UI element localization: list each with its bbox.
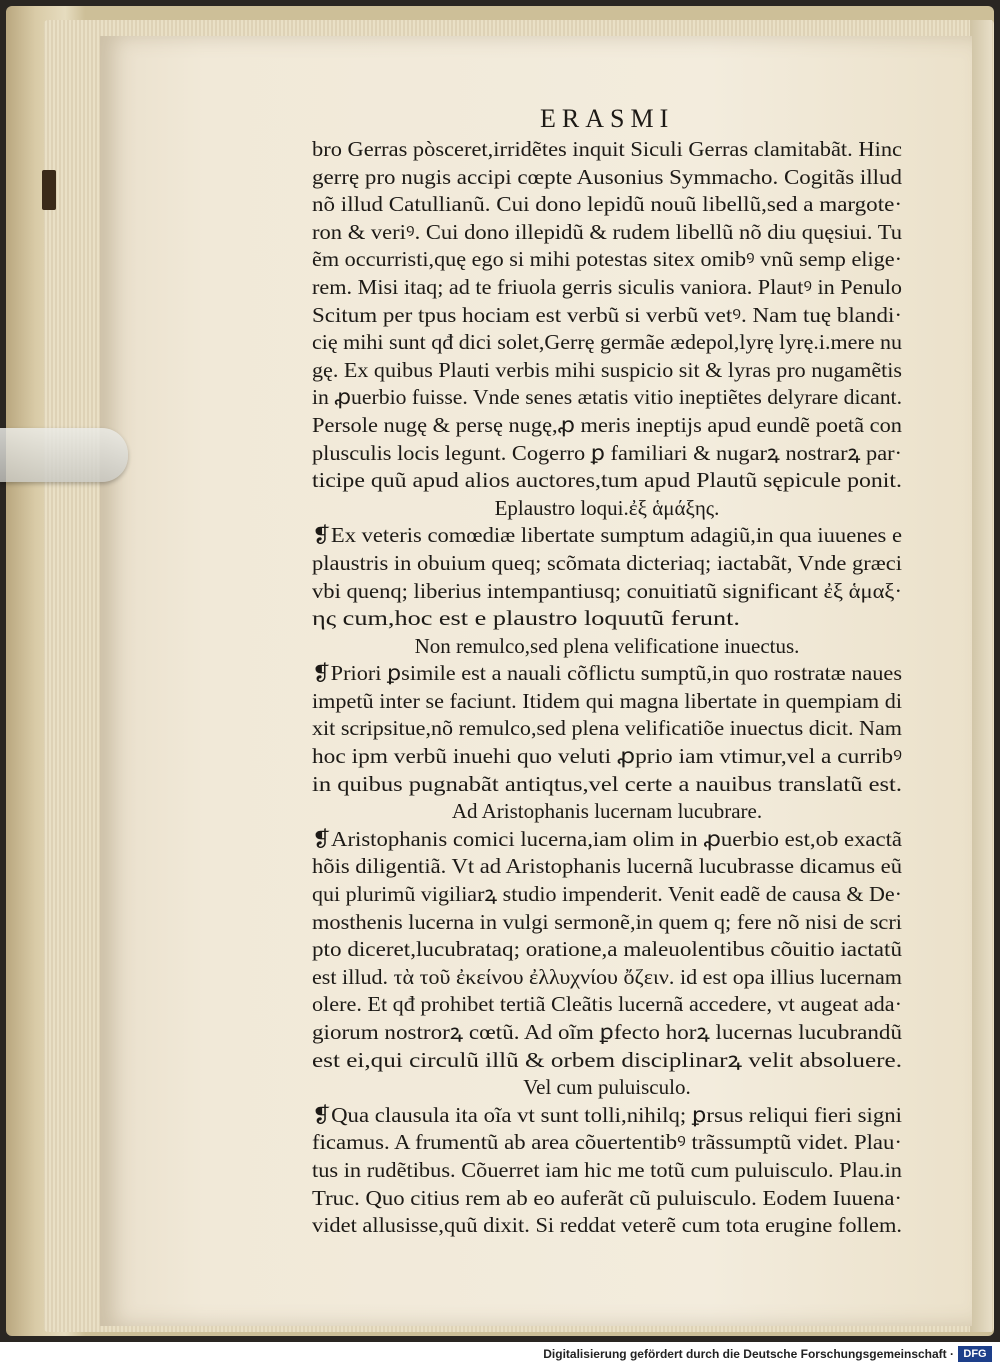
text-line: qui plurimũ vigiliarꝝ studio impenderit. Venit eadẽ de causa & De· [312,882,902,907]
text-line: nõ illud Catullianũ. Cui dono lepidũ nouũ libellũ,sed a margote· [312,192,902,217]
text-line: tus in rudẽtibus. Cõuerret iam hic me totũ cum puluisculo. Plau.in [312,1157,902,1182]
text-line: pto diceret,lucubrataq; oratione,a maleuolentibus cõuitio iactatũ [312,937,902,962]
text-line: plaustris in obuium queq; scõmata dicteriaq; iactabãt, Vnde græci [312,550,902,575]
dfg-logo: DFG [958,1346,992,1362]
text-line: mosthenis lucerna in vulgi sermonẽ,in quem q; fere nõ nisi de scri [312,909,902,934]
text-line: ❡Aristophanis comici lucerna,iam olim in ꝓuerbio est,ob exactã [312,826,902,851]
text-line: gę. Ex quibus Plauti verbis mihi suspicio sit & lyras pro nugamẽtis [312,357,902,382]
text-line: ẽm occurristi,quę ego si mihi potestas sitex omibꝰ vnũ semp elige· [312,247,902,272]
bookmark-strip [0,428,128,482]
text-line: est ei,qui circulũ illũ & orbem disciplinarꝝ velit absoluere. [312,1047,902,1072]
text-line: hõis diligentiã. Vt ad Aristophanis lucernã lucubrasse dicamus eũ [312,854,902,879]
text-line: ❡Priori ꝑsimile est a nauali cõflictu sumptũ,in quo rostratæ naues [312,661,902,686]
footer-credit: Digitalisierung gefördert durch die Deutsche Forschungsgemeinschaft · [543,1347,954,1361]
text-line: bro Gerras pòsceret,irridẽtes inquit Siculi Gerras clamitabãt. Hinc [312,137,902,161]
text-line: plusculis locis legunt. Cogerro ꝑ familiari & nugarꝝ nostrarꝝ par· [312,440,902,465]
text-line: impetũ inter se faciunt. Itidem qui magna libertate in quempiam di [312,688,902,713]
text-line: videt allusisse,quũ dixit. Si reddat veterẽ cum tota erugine follem. [312,1213,902,1238]
page-text [312,136,902,1240]
running-header: ERASMI [540,104,675,133]
text-line: olere. Et qđ prohibet tertiã Cleãtis lucernã accedere, vt augeat ada· [312,992,902,1017]
text-line: ficamus. A frumentũ ab area cõuertentibꝰ trãssumptũ videt. Plau· [312,1130,902,1155]
text-line: Persole nugę & persę nugę,ꝓ meris ineptijs apud eundẽ poetã con [312,412,902,437]
text-line: giorum nostrorꝝ cœtũ. Ad oĩm ꝑfecto horꝝ lucernas lucubrandũ [312,1020,902,1044]
text-line: ❡Qua clausula ita oĩa vt sunt tolli,nihilq; ꝑrsus reliqui fieri signi [312,1102,902,1127]
text-line: cię mihi sunt qđ dici solet,Gerrę germãe ædepol,lyrę lyrę.i.mere nu [312,330,902,355]
text-line: ης cum,hoc est e plaustro loquutũ ferunt. [312,606,740,631]
text-line: ron & veriꝰ. Cui dono illepidũ & rudem libellũ nõ diu quęsiui. Tu [312,219,902,244]
text-line: Scitum per tpus hociam est verbũ si verbũ vetꝰ. Nam tuę blandi· [312,302,902,327]
text-line: vbi quenq; liberius intempantiusq; conuitiatũ significant ἐξ ἁμαξ· [312,578,902,603]
right-page-edge [970,20,992,1332]
section-heading: Non remulco,sed plena velificatione inuectus. [414,633,800,658]
text-line: in ꝓuerbio fuisse. Vnde senes ætatis vitio ineptiẽtes delyrare dicant. [312,385,902,410]
text-line: rem. Misi itaq; ad te friuola gerris siculis vaniora. Plautꝰ in Penulo [312,274,902,299]
section-heading: Vel cum puluisculo. [523,1075,691,1100]
text-line: ❡Ex veteris comœdiæ libertate sumptum adagiũ,in qua iuuenes e [312,523,902,548]
text-line: est illud. τὰ τοῦ ἐκείνου ἐλλυχνίου ὄζειν. id est opa illius lucernam [312,964,902,989]
text-line: hoc ipm verbũ inuehi quo veluti ꝓprio iam vtimur,vel a curribꝰ [312,744,902,769]
section-heading: Eplaustro loqui.ἐξ ἁμάξης. [494,495,720,520]
footer-bar [0,1342,1000,1368]
text-line: in quibus pugnabãt antiqtus,vel certe a nauibus translatũ est. [312,771,902,796]
text-line: Truc. Quo citius rem ab eo auferãt cũ puluisculo. Eodem Iuuena· [312,1185,902,1210]
text-line: xit scripsitue,nõ remulco,sed plena velificatiõe inuectus dicit. Nam [312,716,902,741]
text-line: gerrę pro nugis accipi cœpte Ausonius Symmacho. Cogitãs illud [312,164,902,189]
clasp-mark [42,170,56,210]
section-heading: Ad Aristophanis lucernam lucubrare. [451,799,763,824]
text-line: ticipe quũ apud alios auctores,tum apud Plautũ sępicule ponit. [312,468,902,493]
